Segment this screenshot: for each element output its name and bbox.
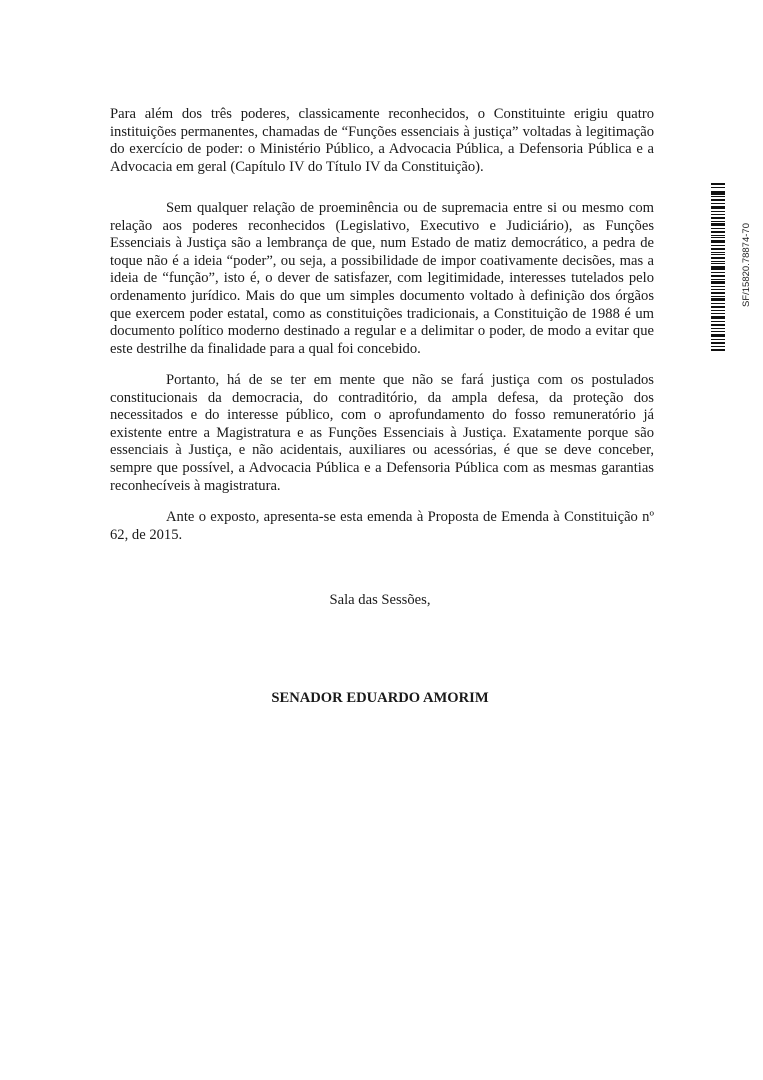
document-stamp (709, 183, 752, 353)
paragraph-therefore: Portanto, há de se ter em mente que não se fará justiça com os postulados constitucionais da democracia, do contraditório, da ampla defesa, da proteção dos necessitados e do interesse público, com o aprofundamento do fosso remuneratório já existente entre a Magistratura e as Funções Essenciais à Justiça. Exatamente porque são essenciais à Justiça, e não acidentais, auxiliares ou acessórias, é que se deve conceber, sempre que possível, a Advocacia Pública e a Defensoria Pública com as mesmas garantias reconhecíveis à magistratura. (110, 372, 654, 494)
paragraph-functions-essential: Para além dos três poderes, classicamente reconhecidos, o Constituinte erigiu quatro instituições permanentes, chamadas de “Funções essenciais à justiça” voltadas à legitimação do exercício de poder: o Ministério Público, a Advocacia Pública, a Defensoria Pública e a Advocacia em geral (Capítulo IV do Título IV da Constituição). (110, 106, 654, 175)
barcode-icon (711, 183, 725, 351)
stamp-code: SF/15820.78874-70 (741, 223, 752, 307)
signature-name: SENADOR EDUARDO AMORIM (271, 690, 489, 706)
paragraph-conclusion: Ante o exposto, apresenta-se esta emenda à Proposta de Emenda à Constituição nº 62, de 2015. (110, 509, 654, 543)
closing-salutation: Sala das Sessões, (329, 592, 431, 608)
paragraph-no-supremacy: Sem qualquer relação de proeminência ou de supremacia entre si ou mesmo com relação aos poderes reconhecidos (Legislativo, Executivo e Judiciário), as Funções Essenciais à Justiça são a lembrança de que, num Estado de matiz democrático, a pedra de toque não é a ideia “poder”, ou seja, a possibilidade de impor coativamente decisões, mas a ideia de “função”, isto é, o dever de satisfazer, com legitimidade, interesses tutelados pelo ordenamento jurídico. Mais do que um simples documento voltado à definição dos órgãos que exercem poder estatal, como as constituições tradicionais, a Constituição de 1988 é um documento político moderno destinado a regular e a delimitar o poder, de modo a evitar que este destrilhe da finalidade para a qual foi concebido. (110, 200, 654, 357)
